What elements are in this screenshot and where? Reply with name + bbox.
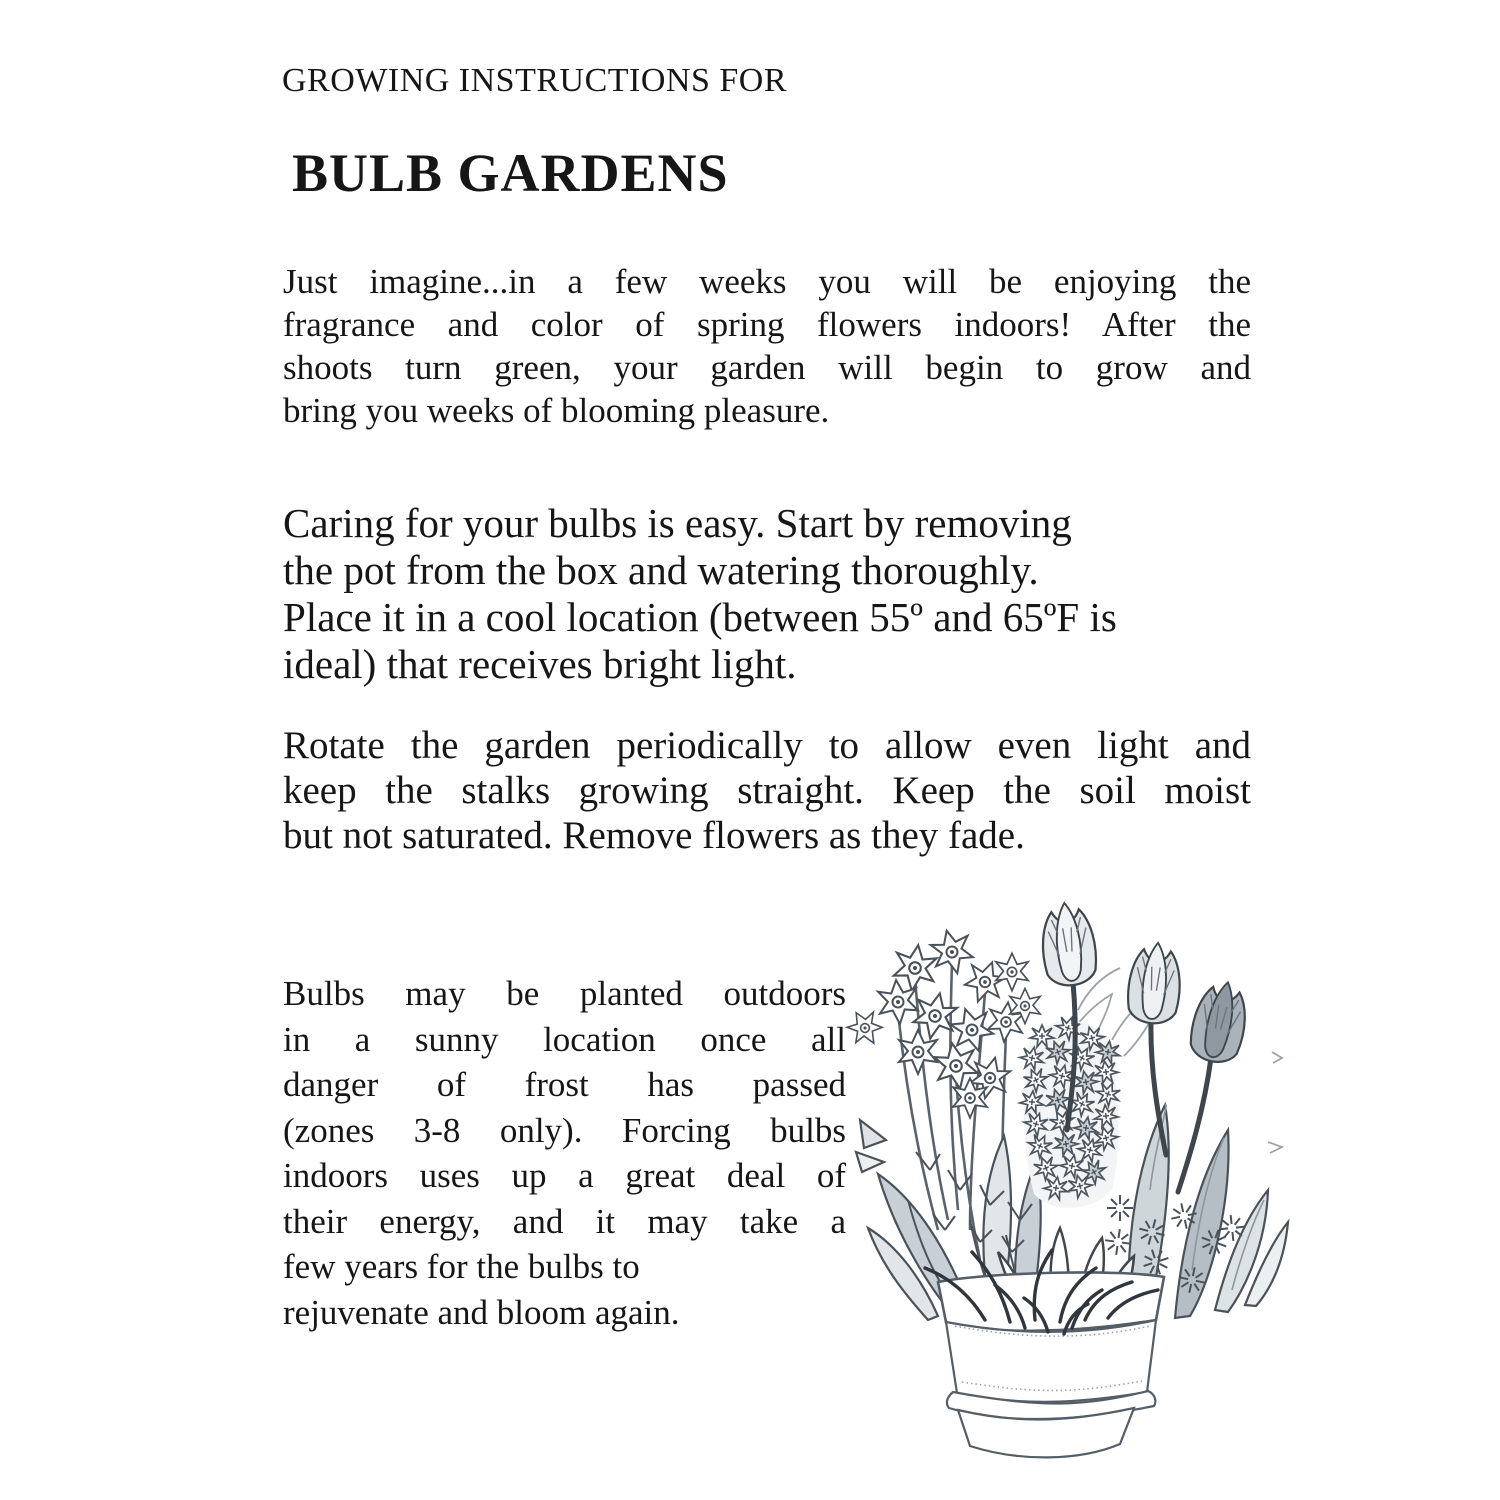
text-line: Place it in a cool location (between 55º and 65ºF is <box>283 594 1117 640</box>
document-kicker: GROWING INSTRUCTIONS FOR <box>282 62 788 99</box>
text-line: Bulbs may be planted outdoors <box>283 974 846 1013</box>
paragraph-care <box>283 500 1273 688</box>
bulb-garden-illustration-svg <box>820 890 1380 1480</box>
text-line: few years for the bulbs to <box>283 1247 640 1286</box>
paragraph-rotate <box>283 723 1251 858</box>
text-line: keep the stalks growing straight. Keep the soil moist <box>283 769 1251 812</box>
text-line: in a sunny location once all <box>283 1019 846 1059</box>
text-line: ideal) that receives bright light. <box>283 641 797 687</box>
text-line: rejuvenate and bloom again. <box>283 1292 680 1332</box>
text-line: danger of frost has passed <box>283 1065 846 1104</box>
document-title: BULB GARDENS <box>292 143 729 203</box>
text-line: their energy, and it may take a <box>283 1201 846 1241</box>
text-line: but not saturated. Remove flowers as they fade. <box>283 814 1025 857</box>
text-line: Rotate the garden periodically to allow even light and <box>283 724 1251 767</box>
text-line: bring you weeks of blooming pleasure. <box>283 391 830 430</box>
text-line: Just imagine...in a few weeks you will be enjoying the <box>283 262 1251 301</box>
text-line: the pot from the box and watering thoroughly. <box>283 547 1039 593</box>
bulb-garden-illustration <box>820 890 1380 1480</box>
text-line: indoors uses up a great deal of <box>283 1156 846 1195</box>
text-line: (zones 3-8 only). Forcing bulbs <box>283 1110 846 1150</box>
text-line: fragrance and color of spring flowers indoors! After the <box>283 305 1251 344</box>
text-line: Caring for your bulbs is easy. Start by removing <box>283 500 1072 546</box>
text-line: shoots turn green, your garden will begin to grow and <box>283 348 1251 387</box>
daffodils <box>843 926 1040 1118</box>
paragraph-intro <box>283 260 1251 432</box>
paragraph-outdoors <box>283 971 846 1335</box>
